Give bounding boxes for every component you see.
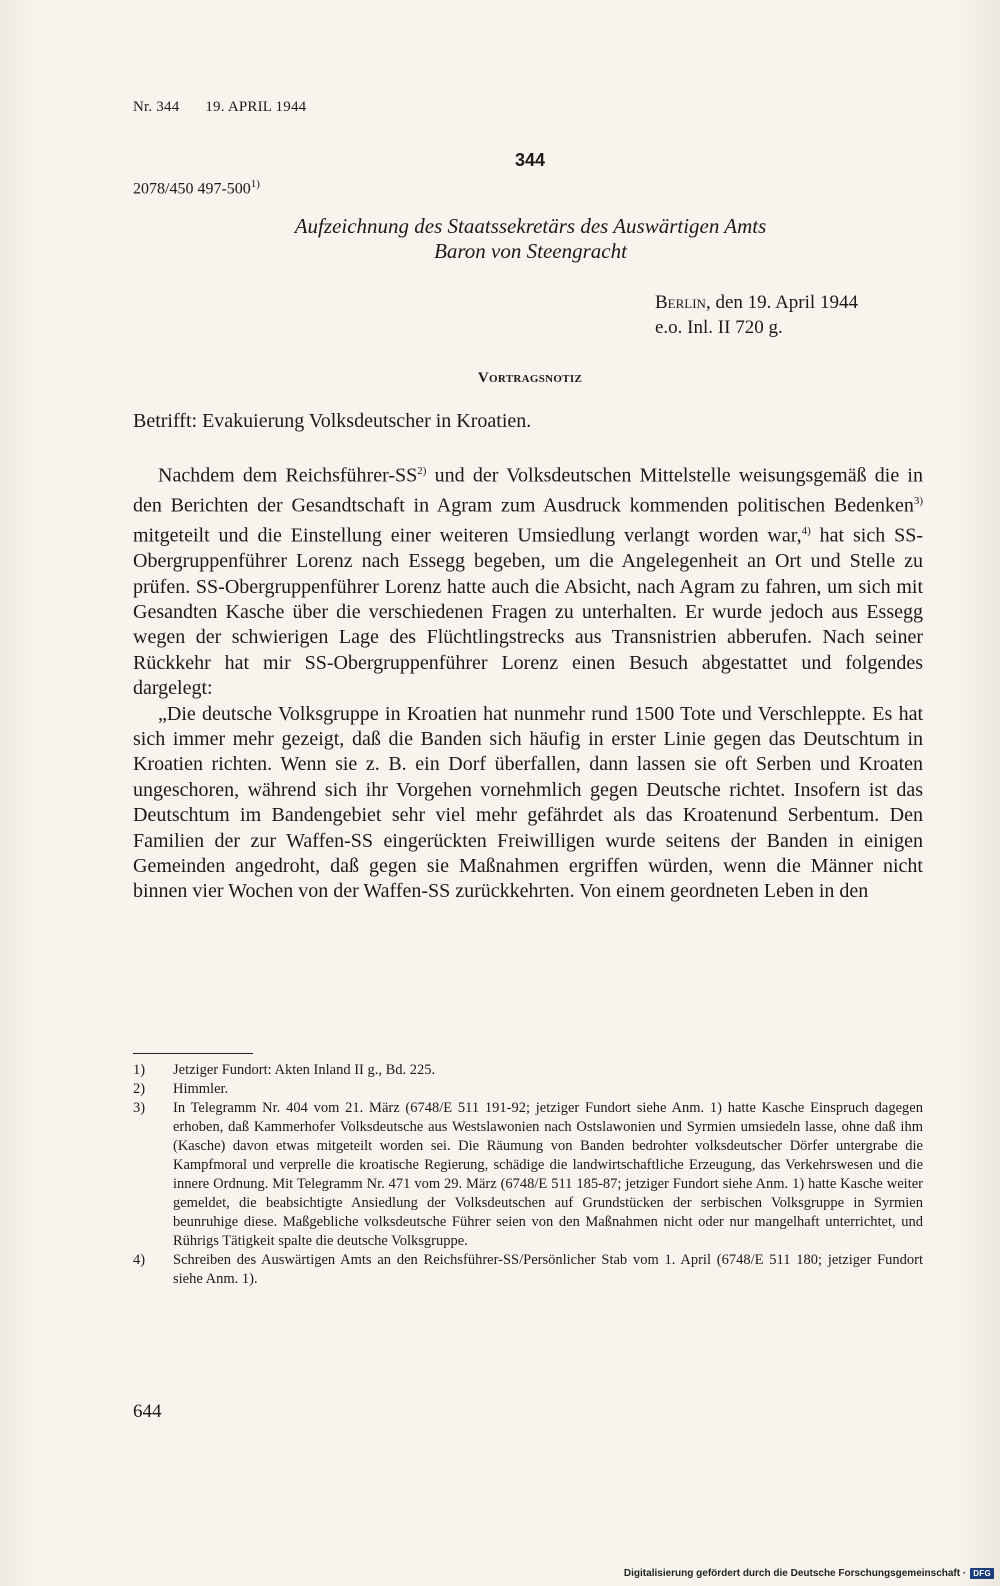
document-title [133, 214, 928, 264]
footnote-text: In Telegramm Nr. 404 vom 21. März (6748/E 511 191-92; jetziger Fundort siehe Anm. 1) hatte Kasche Einspruch dagegen erhoben, daß Kammerhofer Volksdeutsche aus Westslawonien nach Ostslawonien und Syrmien umsiedeln lasse, ohne daß ihm (Kasche) davon etwas mitgeteilt worden sei. Die Räumung von Banden bedrohter volksdeutscher Dörfer untergrabe die Kampfmoral und verprelle die kroatische Regierung, schädige die landwirtschaftliche Erzeugung, das Verkehrswesen und die innere Ordnung. Mit Telegramm Nr. 471 vom 29. März (6748/E 511 185-87; jetziger Fundort siehe Anm. 1) hatte Kasche weiter gemeldet, die beabsichtigte Ansiedlung der Volksdeutschen auf Grundstücken der serbischen Volksgruppe in Syrmien beunruhige diese. Maßgebliche volksdeutsche Führer seien von den Maßnahmen nicht oder nur mangelhaft unterrichtet, und Rührigs Tätigkeit spalte die deutsche Volksgruppe. [173, 1100, 923, 1249]
body-paragraph-1: Nachdem dem Reichsführer-SS$^{2)}$ und der Volksdeutschen Mittelstelle weisungsgemäß die in den Berichten der Gesandtschaft in Agram zum Ausdruck kommenden politischen Bedenken$^{3)}$ mitgeteilt und die Einstellung einer weiteren Umsiedlung verlangt worden war,$^{4)}$ hat sich SS-Obergruppenführer Lorenz nach Essegg begeben, um die Angelegenheit an Ort und Stelle zu prüfen. SS-Obergruppenführer Lorenz hatte auch die Absicht, nach Agram zu fahren, um sich mit Gesandten Kasche über die verschiedenen Fragen zu unterhalten. Er wurde jedoch aus Essegg wegen der schwierigen Lage des Flüchtlingstrecks aus Transnistrien abberufen. Nach seiner Rückkehr hat mir SS-Obergruppenführer Lorenz einen Besuch abgestattet und folgendes dargelegt: [133, 464, 924, 700]
dateline-date: , den 19. April 1944 [705, 292, 858, 313]
dateline [655, 290, 858, 340]
footnotes [133, 1061, 923, 1289]
title-line-1: Aufzeichnung des Staatssekretärs des Auswärtigen Amts [294, 214, 767, 238]
footnote-mark: 3) [133, 1100, 146, 1116]
document-type: Vortragsnotiz [477, 370, 583, 386]
footnote-text: Jetziger Fundort: Akten Inland II g., Bd. 225. [173, 1062, 436, 1078]
footnote-divider [133, 1053, 253, 1054]
body-text [133, 459, 923, 905]
footnote-item [133, 1061, 923, 1080]
running-head-number: Nr. 344 [133, 99, 180, 115]
file-reference-text: 2078/450 497-500 [133, 180, 251, 198]
footnote-ref-1[interactable]: 1) [250, 178, 260, 190]
subject-line: Betrifft: Evakuierung Volksdeutscher in Kroatien. [133, 410, 532, 432]
dateline-reference: e.o. Inl. II 720 g. [655, 317, 783, 338]
footnote-ref-3[interactable]: 3) [913, 495, 923, 508]
footnote-mark: 1) [133, 1062, 146, 1078]
footnote-text: Himmler. [173, 1081, 229, 1097]
footnote-mark: 4) [133, 1252, 146, 1268]
footnote-item [133, 1080, 923, 1099]
footnote-mark: 2) [133, 1081, 146, 1097]
running-head-date: 19. APRIL 1944 [205, 99, 307, 115]
digitization-credit [624, 1568, 994, 1579]
document-number: 344 [514, 150, 546, 170]
credit-text: Digitalisierung gefördert durch die Deutsche Forschungsgemeinschaft · [623, 1568, 967, 1579]
page-number: 644 [133, 1401, 162, 1422]
body-paragraph-2: „Die deutsche Volksgruppe in Kroatien hat nunmehr rund 1500 Tote und Verschleppte. Es hat sich immer mehr gezeigt, daß die Banden sich häufig in erster Linie gegen das Deutschtum in Kroatien richten. Wenn sie z. B. ein Dorf überfallen, dann lassen sie oft Serben und Kroaten ungeschoren, während sich ihr Vorgehen vornehmlich gegen Deutsche richtet. Insofern ist das Deutschtum im Bandengebiet sehr viel mehr gefährdet als das Kroatenund Serbentum. Den Familien der zur Waffen-SS eingerückten Freiwilligen wurde seitens der Banden in einigen Gemeinden angedroht, daß gegen sie Maßnahmen ergriffen würden, wenn die Männer nicht binnen vier Wochen von der Waffen-SS zurückkehrten. Von einem geordneten Leben in den [133, 702, 923, 903]
footnote-ref-2[interactable]: 2) [417, 465, 427, 477]
dateline-place: Berlin [655, 292, 706, 313]
footnote-text: Schreiben des Auswärtigen Amts an den Reichsführer-SS/Persönlicher Stab vom 1. April (6748/E 511 180; jetziger Fundort siehe Anm. 1). [173, 1252, 923, 1287]
footnote-item [133, 1099, 923, 1251]
footnote-item [133, 1251, 923, 1289]
dfg-logo-icon: DFG [970, 1568, 994, 1579]
title-line-2: Baron von Steengracht [434, 239, 627, 263]
file-reference [133, 178, 260, 198]
running-head [133, 99, 328, 116]
footnote-ref-4[interactable]: 4) [801, 525, 811, 538]
